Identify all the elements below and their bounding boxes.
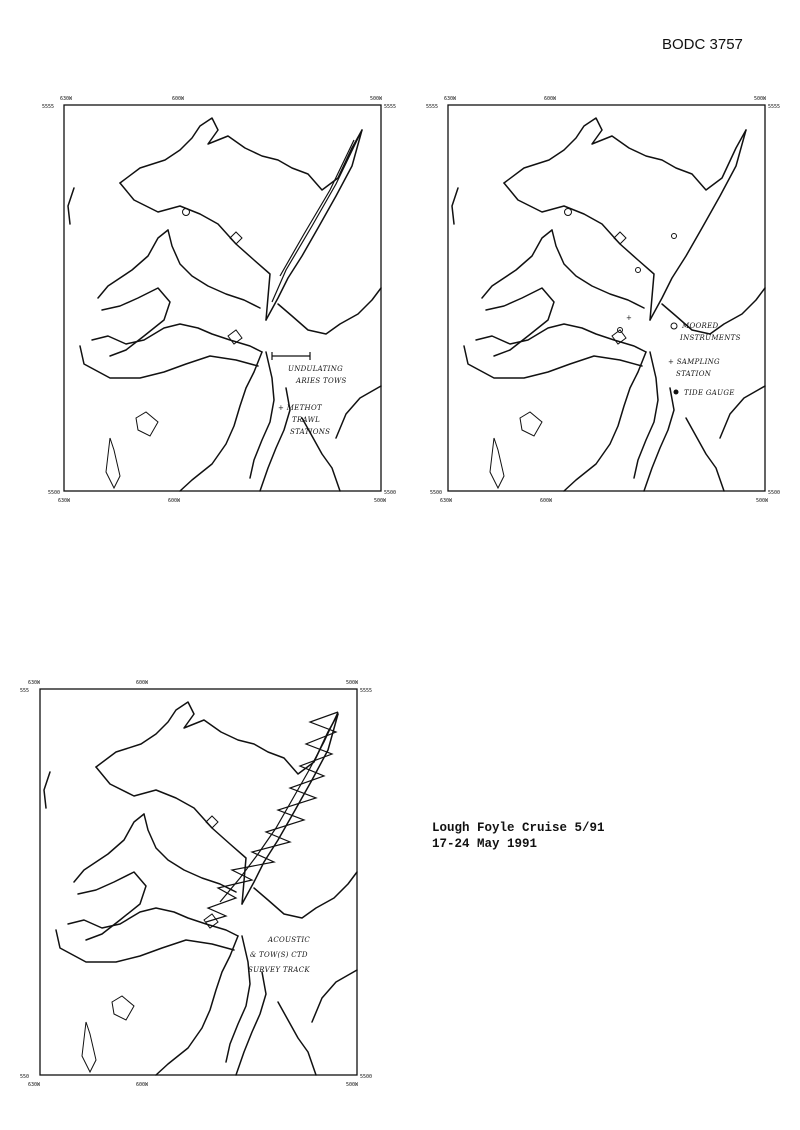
cruise-caption xyxy=(432,820,605,852)
map-1-tick-top-mid: 600W xyxy=(172,96,185,102)
sampling-station-marker: + xyxy=(626,314,633,322)
survey-legend-line2: & TOW(S) CTD xyxy=(250,951,308,959)
map-3-tick-top-left: 630W xyxy=(28,680,41,686)
map-2-tick-right-bottom: 5500 xyxy=(768,490,781,496)
tide-gauge-legend-label: TIDE GAUGE xyxy=(684,389,735,397)
map-2-tick-top-mid: 600W xyxy=(544,96,557,102)
map-1-tick-bottom-mid: 600W xyxy=(168,498,181,504)
map-1-tick-left-top: 5555 xyxy=(42,104,55,110)
map-2-tick-bottom-right: 500W xyxy=(756,498,769,504)
sampling-legend-line2: STATION xyxy=(676,370,712,378)
coastline xyxy=(452,118,765,491)
map-2-frame xyxy=(448,105,765,491)
moored-instrument-marker xyxy=(565,209,572,216)
coastline xyxy=(68,118,381,491)
map-3-tick-top-mid: 600W xyxy=(136,680,149,686)
moored-instrument-marker xyxy=(636,268,641,273)
map-2-tick-left-bottom: 5500 xyxy=(430,490,443,496)
map-3-tick-right-bottom: 5500 xyxy=(360,1074,373,1080)
map-2-tick-right-top: 5555 xyxy=(768,104,781,110)
map-2-tick-top-right: 500W xyxy=(754,96,767,102)
map-1-tick-right-bottom: 5500 xyxy=(384,490,397,496)
aries-legend-line2: ARIES TOWS xyxy=(296,377,347,385)
map-1-frame xyxy=(64,105,381,491)
moored-legend-symbol xyxy=(671,323,677,329)
aries-tow-track-2 xyxy=(280,140,354,276)
methot-legend-line1: + METHOT xyxy=(278,404,322,412)
coastline xyxy=(44,702,357,1075)
moored-legend-line2: INSTRUMENTS xyxy=(680,334,741,342)
map-1-tick-top-right: 500W xyxy=(370,96,383,102)
map-3-svg xyxy=(20,672,386,1092)
cruise-title: Lough Foyle Cruise 5/91 xyxy=(432,821,605,835)
station-marker xyxy=(183,209,190,216)
map-1-tick-right-top: 5555 xyxy=(384,104,397,110)
methot-legend-line2: TRAWL xyxy=(292,416,321,424)
survey-legend-line1: ACOUSTIC xyxy=(268,936,311,944)
map-2-tick-top-left: 630W xyxy=(444,96,457,102)
map-1-tick-top-left: 630W xyxy=(60,96,73,102)
map-3-tick-bottom-right: 500W xyxy=(346,1082,359,1088)
map-3-tick-right-top: 5555 xyxy=(360,688,373,694)
map-1-svg xyxy=(40,88,400,508)
map-3-frame xyxy=(40,689,357,1075)
cruise-dates: 17-24 May 1991 xyxy=(432,837,538,851)
map-1-tick-bottom-left: 630W xyxy=(58,498,71,504)
map-1-tick-left-bottom: 5500 xyxy=(48,490,61,496)
sampling-legend-line1: + SAMPLING xyxy=(668,358,720,366)
map-3-tick-top-right: 500W xyxy=(346,680,359,686)
map-panel-3 xyxy=(20,672,386,1092)
methot-legend-line3: STATIONS xyxy=(290,428,331,436)
map-1-tick-bottom-right: 500W xyxy=(374,498,387,504)
map-3-tick-left-top: 555 xyxy=(20,688,30,694)
map-3-tick-bottom-left: 630W xyxy=(28,1082,41,1088)
document-id: BODC 3757 xyxy=(662,36,743,53)
aries-legend-line1: UNDULATING xyxy=(288,365,344,373)
map-2-tick-bottom-mid: 600W xyxy=(540,498,553,504)
map-2-svg xyxy=(424,88,786,508)
map-3-tick-left-bottom: 550 xyxy=(20,1074,30,1080)
map-2-tick-bottom-left: 630W xyxy=(440,498,453,504)
map-panel-1 xyxy=(40,88,400,508)
map-3-tick-bottom-mid: 600W xyxy=(136,1082,149,1088)
moored-legend-line1: MOORED xyxy=(682,322,719,330)
map-2-tick-left-top: 5555 xyxy=(426,104,439,110)
moored-instrument-marker xyxy=(672,234,677,239)
map-panel-2 xyxy=(424,88,786,508)
survey-track xyxy=(206,712,338,922)
tide-gauge-legend-symbol xyxy=(674,390,679,395)
survey-legend-line3: SURVEY TRACK xyxy=(248,966,310,974)
